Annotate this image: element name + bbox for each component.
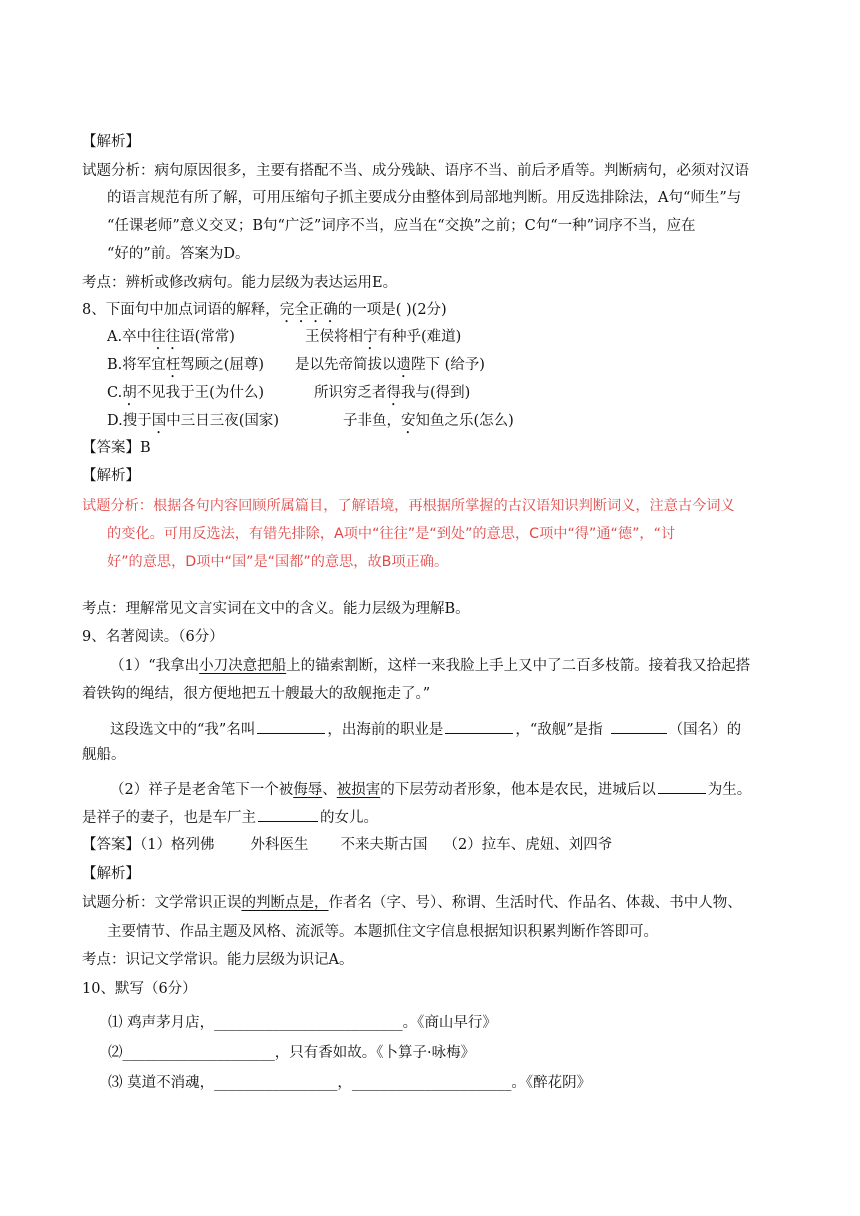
q7-analysis-label: 【解析】 (82, 134, 140, 150)
underlined-text: 小刀决意把船 (199, 658, 287, 674)
analysis-text: 试题分析：文学常识正误 (82, 895, 242, 911)
answer-label: 【答案】 (82, 837, 140, 853)
q9-question-line: 舰船。 (82, 747, 126, 763)
q8-kaodian: 考点：理解常见文言实词在文中的含义。能力层级为理解B。 (82, 601, 470, 617)
q8-stem-dotted: 完全正确 (279, 302, 338, 318)
option-text: D.搜于 (107, 413, 152, 429)
option-text: 所识穷乏者 (314, 385, 387, 401)
option-text: 王侯将相 (305, 329, 363, 345)
q9-answer (82, 835, 612, 855)
fill-blank[interactable]: _________________ (214, 1075, 338, 1091)
q10-line-1 (108, 1013, 497, 1033)
q7-analysis-line: “好的”前。答案为D。 (107, 246, 250, 262)
q8-option-d-right (343, 411, 514, 437)
poem-text: ⑴ 鸡声茅月店， (108, 1015, 215, 1031)
poem-text: 。《醉花阴》 (511, 1075, 592, 1091)
answer-blank[interactable] (611, 718, 667, 734)
q7-analysis-line: “任课老师”意义交叉；B句“广泛”词序不当，应当在“交换”之前；C句“一种”词序不当，应在 (107, 218, 696, 234)
answer-part: （1）格列佛 (140, 837, 215, 853)
q8-option-d-left (107, 411, 279, 437)
option-dotted: 往往 (151, 329, 181, 345)
q8-stem-text: 8、下面句中加点词语的解释， (82, 302, 280, 318)
option-text: A.卒中 (107, 329, 152, 345)
q8-stem-text: 的一项是( )(2分) (337, 302, 447, 318)
question-text: 、 (322, 782, 337, 798)
q8-analysis-line: 的变化。可用反选法，有错先排除，A项中“往往”是“到处”的意思，C项中“得”通“德”，“讨 (107, 526, 676, 542)
option-dotted: 宁 (363, 329, 378, 345)
option-dotted: 胡 (122, 385, 137, 401)
option-text: 知鱼之乐(怎么) (415, 413, 514, 429)
poem-text: ， (337, 1075, 352, 1091)
q9-passage-line (110, 656, 750, 676)
option-text: 驾顾之(屈尊) (180, 357, 265, 373)
q8-option-b-right (295, 355, 485, 381)
q9-kaodian: 考点：识记文学常识。能力层级为识记A。 (82, 952, 354, 968)
q8-analysis-label: 【解析】 (82, 468, 140, 484)
q8-stem (82, 300, 447, 326)
option-dotted: 安 (401, 413, 416, 429)
q9-stem: 9、名著阅读。（6分） (82, 629, 224, 645)
q8-option-b-left (107, 355, 264, 381)
analysis-text: 作者名（字、号）、称谓、生活时代、作品名、体裁、书中人物、 (328, 895, 742, 911)
q8-option-c-left (107, 383, 264, 409)
q8-option-a-left (107, 327, 235, 353)
answer-blank[interactable] (258, 806, 318, 822)
q7-analysis-line: 的语言规范有所了解，可用压缩句子抓主要成分由整体到局部地判断。用反选排除法，A句“师生”与 (107, 190, 742, 206)
q7-analysis-line: 试题分析：病句原因很多，主要有搭配不当、成分残缺、语序不当、前后矛盾等。判断病句，必须对汉语 (82, 163, 749, 179)
option-text: B.将军宜 (107, 357, 166, 373)
option-text: 子非鱼， (343, 413, 401, 429)
q8-analysis-line: 试题分析：根据各句内容回顾所属篇目，了解语境，再根据所掌握的古汉语知识判断词义，注意古今词义 (82, 498, 735, 514)
fill-blank[interactable]: _____________________ (122, 1045, 275, 1061)
q9-analysis-line: 主要情节、作品主题及风格、流派等。本题抓住文字信息根据知识积累判断作答即可。 (107, 924, 658, 940)
q7-kaodian: 考点：辨析或修改病句。能力层级为表达运用E。 (82, 275, 398, 291)
poem-text: ⑶ 莫道不消魂， (108, 1075, 215, 1091)
q9-question-line (82, 806, 378, 828)
option-dotted: 遗 (396, 357, 411, 373)
question-text: ，“敌舰”是指 (515, 722, 603, 738)
option-text: C. (107, 385, 123, 401)
fill-blank[interactable]: __________________________ (214, 1015, 403, 1031)
q8-answer: 【答案】B (82, 440, 151, 456)
underlined-text: 被损害 (336, 782, 381, 798)
option-text: 有种乎(难道) (377, 329, 462, 345)
underlined-text: 的判断点是， (241, 895, 329, 911)
option-text: 语(常常) (180, 329, 235, 345)
answer-part: 不来夫斯古国 (340, 837, 428, 853)
option-text: 中三日三夜(国家) (166, 413, 280, 429)
answer-blank[interactable] (658, 778, 706, 794)
option-text: 不见我于王(为什么) (136, 385, 265, 401)
q9-question-line (110, 718, 741, 740)
q8-option-a-right (305, 327, 461, 353)
question-text: 为生。 (707, 782, 752, 798)
poem-text: ⑵ (108, 1045, 123, 1061)
q8-option-c-right (314, 383, 470, 409)
poem-text: 。《商山早行》 (402, 1015, 497, 1031)
answer-blank[interactable] (257, 718, 325, 734)
answer-blank[interactable] (445, 718, 513, 734)
underlined-text: 侮辱 (293, 782, 323, 798)
question-text: ，出海前的职业是 (327, 722, 444, 738)
q9-passage-line: 着铁钩的绳结，很方便地把五十艘最大的敌舰拖走了。” (82, 686, 431, 702)
question-text: 的下层劳动者形象，他本是农民，进城后以 (380, 782, 656, 798)
q10-stem: 10、默写（6分） (82, 981, 197, 997)
answer-part: 外科医生 (250, 837, 309, 853)
answer-part: （2）拉车、虎妞、刘四爷 (443, 837, 613, 853)
option-dotted: 枉 (165, 357, 181, 373)
q9-analysis-line (82, 893, 742, 913)
question-text: 的女儿。 (320, 810, 378, 826)
q9-analysis-label: 【解析】 (82, 866, 140, 882)
passage-text: 上的锚索割断，这样一来我脸上手上又中了二百多枝箭。接着我又拾起搭 (286, 658, 751, 674)
question-text: 这段选文中的“我”名叫 (110, 722, 256, 738)
q10-line-3 (108, 1073, 591, 1093)
option-dotted: 得 (386, 385, 401, 401)
passage-text: （1）“我拿出 (110, 658, 200, 674)
option-text: 陛下 (给予) (411, 357, 485, 373)
option-text: 我与(得到) (401, 385, 471, 401)
question-text: （国名）的 (668, 722, 742, 738)
q9-question-line (110, 778, 751, 800)
question-text: （2）祥子是老舍笔下一个被 (110, 782, 294, 798)
q8-analysis-line: 好”的意思，D项中“国”是“国都”的意思，故B项正确。 (107, 554, 449, 570)
option-text: 是以先帝简拔以 (295, 357, 397, 373)
q10-line-2 (108, 1043, 475, 1063)
question-text: 是祥子的妻子，也是车厂主 (82, 810, 256, 826)
fill-blank[interactable]: ______________________ (351, 1075, 512, 1091)
option-dotted: 国 (151, 413, 167, 429)
poem-text: ，只有香如故。《卜算子·咏梅》 (274, 1045, 476, 1061)
